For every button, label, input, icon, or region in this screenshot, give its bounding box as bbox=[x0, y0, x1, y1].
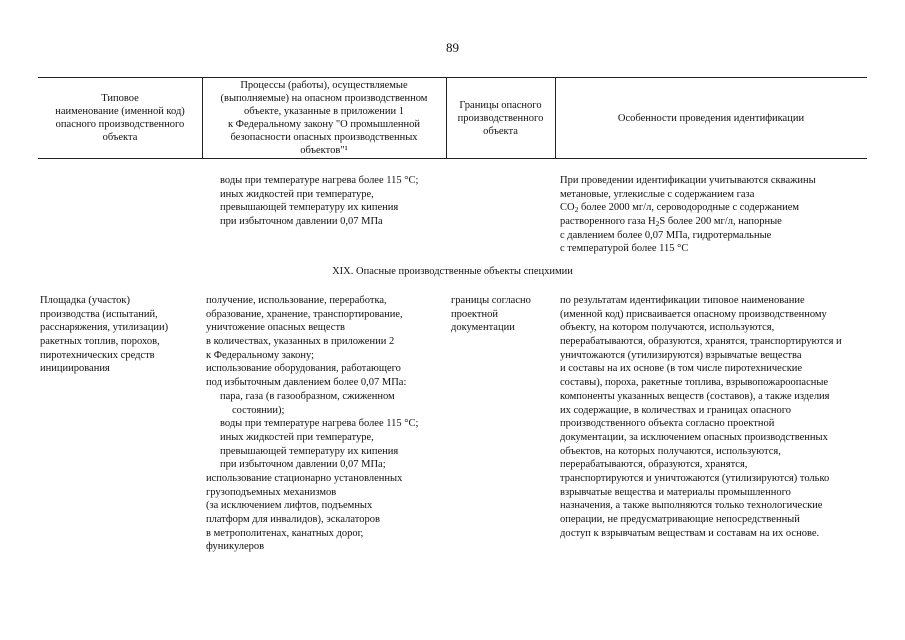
text-line bbox=[560, 201, 816, 215]
header-line: Процессы (работы), осуществляемые bbox=[240, 80, 408, 91]
header-line: объектов"¹ bbox=[300, 145, 348, 156]
text-line: превышающей температуру их кипения bbox=[220, 202, 399, 214]
table-header-bottom-rule bbox=[38, 158, 867, 159]
header-line: Особенности проведения идентификации bbox=[617, 112, 805, 124]
text-line: пиротехнических средств bbox=[40, 349, 155, 361]
text-line bbox=[560, 242, 816, 256]
text-line: границы согласно bbox=[451, 295, 531, 306]
text-line: назначения, а также выполняются только технологические bbox=[560, 500, 823, 512]
header-line: объекта bbox=[102, 132, 138, 143]
text-line: компоненты указанных веществ (составов), а также изделия bbox=[560, 390, 830, 402]
text-segment: с давлением более 0,07 МПа, гидротермальные bbox=[560, 229, 772, 241]
text-segment: CO bbox=[560, 202, 575, 214]
text-line: перерабатываются, образуются, хранятся, bbox=[560, 459, 748, 471]
text-line: инициирования bbox=[40, 363, 110, 375]
text-line: производства (испытаний, bbox=[40, 308, 158, 320]
text-line bbox=[560, 229, 816, 243]
header-line: Типовое bbox=[101, 93, 139, 104]
text-segment: с температурой более 115 °C bbox=[560, 243, 689, 255]
header-cell-processes bbox=[202, 78, 446, 158]
text-line: составы), пороха, ракетные топлива, взрывопожароопасные bbox=[560, 377, 829, 389]
header-line: объекте, указанные в приложении 1 bbox=[244, 106, 404, 117]
text-line: грузоподъемных механизмов bbox=[206, 486, 337, 498]
text-line: расснаряжения, утилизации) bbox=[40, 322, 169, 334]
text-line: иных жидкостей при температуре, bbox=[220, 431, 374, 443]
continued-row-processes bbox=[220, 174, 418, 229]
text-line: транспортируются и уничтожаются (утилизируются) только bbox=[560, 472, 830, 484]
subscript: 2 bbox=[655, 219, 660, 229]
text-line: к Федеральному закону; bbox=[206, 349, 315, 361]
text-line: уничтожение опасных веществ bbox=[206, 322, 346, 334]
text-line: объекту, на котором получаются, используются, bbox=[560, 322, 775, 334]
text-line: (именной код) присваивается опасному производственному bbox=[560, 308, 827, 320]
text-line bbox=[560, 215, 816, 229]
text-line: иных жидкостей при температуре, bbox=[220, 188, 374, 200]
text-line: документации bbox=[451, 322, 515, 334]
header-cell-boundaries bbox=[446, 78, 555, 158]
text-line: по результатам идентификации типовое наименование bbox=[560, 295, 805, 306]
text-line: ракетных топлив, порохов, bbox=[40, 336, 160, 348]
header-line: (выполняемые) на опасном производственном bbox=[220, 93, 428, 104]
text-line: получение, использование, переработка, bbox=[206, 295, 387, 306]
header-line: Границы опасного bbox=[459, 99, 542, 111]
cell-boundaries bbox=[451, 294, 531, 335]
text-segment: растворенного газа H bbox=[560, 216, 656, 228]
text-segment: метановые, углекислые с содержанием газа bbox=[560, 188, 755, 200]
subscript: 2 bbox=[574, 205, 579, 215]
header-line: объекта bbox=[483, 125, 518, 137]
text-line: в метрополитенах, канатных дорог, bbox=[206, 527, 364, 539]
text-line: воды при температуре нагрева более 115 °C; bbox=[220, 175, 419, 186]
text-line: воды при температуре нагрева более 115 °C; bbox=[220, 418, 419, 430]
header-line: производственного bbox=[457, 112, 544, 124]
text-line: состоянии); bbox=[232, 404, 285, 416]
continued-row-identification bbox=[560, 174, 816, 256]
cell-identification bbox=[560, 294, 842, 540]
header-line: наименование (именной код) bbox=[55, 106, 185, 117]
cell-object-name bbox=[40, 294, 168, 376]
text-segment: При проведении идентификации учитываются скважины bbox=[560, 175, 816, 186]
text-line: Площадка (участок) bbox=[40, 295, 131, 306]
text-line: платформ для инвалидов), эскалаторов bbox=[206, 514, 380, 525]
text-line: (за исключением лифтов, подъемных bbox=[206, 500, 373, 512]
text-line: в количествах, указанных в приложении 2 bbox=[206, 336, 395, 348]
text-line: производственного объекта согласно проектной bbox=[560, 418, 775, 430]
text-line: их содержащие, в количествах и границах опасного bbox=[560, 404, 792, 416]
text-line: документации, за исключением опасных производственных bbox=[560, 431, 828, 443]
text-line bbox=[560, 174, 816, 188]
text-line: объектов, на которых получаются, используются, bbox=[560, 445, 781, 457]
text-line: при избыточном давлении 0,07 МПа bbox=[220, 216, 383, 228]
text-line bbox=[560, 188, 816, 202]
text-line: под избыточным давлением более 0,07 МПа: bbox=[206, 377, 407, 389]
text-line: уничтожаются (утилизируются) взрывчатые вещества bbox=[560, 349, 802, 361]
text-line: превышающей температуру их кипения bbox=[220, 445, 399, 457]
text-line: образование, хранение, транспортирование, bbox=[206, 308, 403, 320]
text-line: проектной bbox=[451, 308, 498, 320]
text-line: использование оборудования, работающего bbox=[206, 363, 401, 375]
header-cell-identification bbox=[555, 78, 867, 158]
text-line: взрывчатые вещества и материалы промышленного bbox=[560, 486, 791, 498]
header-cell-object-name bbox=[38, 78, 202, 158]
header-line: к Федеральному закону "О промышленной bbox=[227, 119, 421, 130]
text-line: пара, газа (в газообразном, сжиженном bbox=[220, 390, 395, 402]
cell-processes bbox=[206, 294, 418, 554]
text-line: использование стационарно установленных bbox=[206, 472, 403, 484]
text-line: перерабатываются, образуются, хранятся, транспортируются и bbox=[560, 336, 842, 348]
text-line: при избыточном давлении 0,07 МПа; bbox=[220, 459, 386, 471]
text-line: фуникулеров bbox=[206, 541, 265, 553]
header-line: опасного производственного bbox=[55, 119, 185, 130]
text-line: и составы на их основе (в том числе пиротехнические bbox=[560, 363, 803, 375]
header-line: безопасности опасных производственных bbox=[230, 132, 418, 143]
page-number: 89 bbox=[446, 40, 459, 55]
text-segment: более 2000 мг/л, сероводородные с содержанием bbox=[578, 202, 800, 214]
text-line: операции, не предусматривающие непосредственный bbox=[560, 514, 800, 525]
section-heading: XIX. Опасные производственные объекты спецхимии bbox=[332, 266, 573, 277]
text-line: доступ к взрывчатым веществам и составам на их основе. bbox=[560, 527, 820, 539]
text-segment: S более 200 мг/л, напорные bbox=[659, 216, 782, 228]
